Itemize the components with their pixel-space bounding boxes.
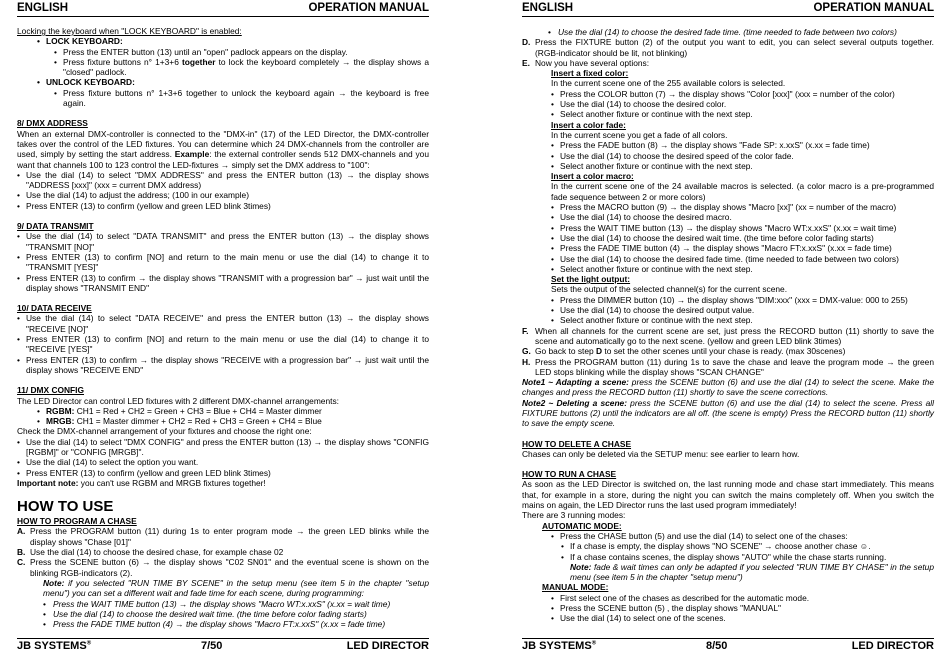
dmx-address-paragraph: When an external DMX-controller is connected to the "DMX-in" (17) of the LED Director, the DMX-controller takes over the control of the LED fixtures. You can determine which 24 DMX-channels from the controller are used, simply by setting the start address. Example: the external controller sends 512 DMX-channels and you want that channels 100 to 123 control the LED-fixtures → simply set the DMX address to "100": bbox=[17, 128, 429, 170]
footer-product: LED DIRECTOR bbox=[346, 640, 429, 652]
dmx-config-step: • Press ENTER (13) to confirm (yellow and green LED blink 3times) bbox=[17, 468, 429, 478]
unlock-keyboard-title: • UNLOCK KEYBOARD: bbox=[17, 77, 429, 87]
important-note: Important note: you can't use RGBM and MRGB fixtures together! bbox=[17, 477, 266, 488]
color-macro-step: • Use the dial (14) to choose the desired fade time. (time needed to fade between two colors) bbox=[522, 254, 934, 264]
footer-brand: JB SYSTEMS® bbox=[522, 640, 597, 652]
lock-intro: Locking the keyboard when "LOCK KEYBOARD" is enabled: bbox=[17, 26, 242, 36]
header-language: ENGLISH bbox=[17, 2, 69, 14]
dmx-config-step: • Use the dial (14) to select the option you want. bbox=[17, 457, 429, 467]
manual-mode-step: • Use the dial (14) to select one of the scenes. bbox=[522, 613, 934, 623]
data-transmit-step: • Press ENTER (13) to confirm → the display shows "TRANSMIT with a progression bar" → just wait until the display shows "TRANSMIT END" bbox=[17, 273, 429, 294]
program-note: Note: if you selected "RUN TIME BY SCENE" in the setup menu (see item 5 in the chapter "setup menu") you can set a different wait and fade time for each scene, during programming: bbox=[43, 577, 429, 599]
color-macro-step: • Use the dial (14) to choose the desired wait time. (the time before color fading starts) bbox=[522, 233, 934, 243]
program-step-h: H. Press the PROGRAM button (11) during 1s to save the chase and leave the program mode → the green LED stops blinking while the display shows "SCAN CHANGE" bbox=[522, 356, 934, 377]
section-title-delete-chase: HOW TO DELETE A CHASE bbox=[522, 438, 632, 449]
data-transmit-step: • Press ENTER (13) to confirm [NO] and return to the main menu or use the dial (14) to change it to "TRANSMIT [YES]" bbox=[17, 252, 429, 273]
dmx-address-step: • Use the dial (14) to adjust the address; (100 in our example) bbox=[17, 190, 429, 200]
option-paragraph: In the current scene one of the 255 available colors is selected. bbox=[551, 78, 786, 89]
option-paragraph: In the current scene one of the 24 available macros is selected. (a color macro is a pre-programmed fade sequence between 2 or more colors) bbox=[551, 181, 934, 202]
section-title-dmx-address: 8/ DMX ADDRESS bbox=[17, 118, 88, 129]
color-macro-step: • Press the FADE TIME button (4) → the display shows "Macro FT:x.xxS" (x.xx = fade time) bbox=[522, 243, 934, 253]
page-body bbox=[522, 27, 934, 624]
automatic-mode-title: AUTOMATIC MODE: bbox=[542, 520, 622, 531]
page-body bbox=[17, 26, 429, 629]
rgbm-arrangement: • RGBM: CH1 = Red + CH2 = Green + CH3 = Blue + CH4 = Master dimmer bbox=[17, 406, 429, 416]
unlock-step-1: • Press fixture buttons n° 1+3+6 together to unlock the keyboard again → the keyboard is free again. bbox=[17, 88, 429, 109]
manual-mode-step: • Press the SCENE button (5) , the display shows "MANUAL" bbox=[522, 603, 934, 613]
color-fade-step: • Select another fixture or continue with the next step. bbox=[522, 161, 934, 171]
automatic-mode-substep: • If a chase contains scenes, the display shows "AUTO" while the chase starts running. bbox=[522, 552, 934, 562]
program-note-step: • Use the dial (14) to choose the desired wait time. (the time before color fading starts) bbox=[17, 609, 429, 619]
automatic-mode-substep: • If a chase is empty, the display shows "NO SCENE" → choose another chase ☺. bbox=[522, 541, 934, 551]
right-page bbox=[522, 0, 934, 654]
page-footer bbox=[17, 640, 429, 654]
data-transmit-step: • Use the dial (14) to select "DATA TRANSMIT" and press the ENTER button (13) → the display shows "TRANSMIT [NO]" bbox=[17, 231, 429, 252]
manual-mode-step: • First select one of the chases as described for the automatic mode. bbox=[522, 593, 934, 603]
option-title-fixed-color: Insert a fixed color: bbox=[551, 68, 629, 79]
program-note-step: • Press the FADE TIME button (4) → the display shows "Macro FT:x.xxS" (x.xx = fade time) bbox=[17, 619, 429, 629]
note-deleting-scene: Note2 ~ Deleting a scene: press the SCENE button (6) and use the dial (14) to select the scene. Press all FIXTURE buttons (2) until the indicators are all off. (the scene is empty) Press the RECORD button (11) shortly to save the empty scene. bbox=[522, 397, 934, 429]
dmx-config-step: • Use the dial (14) to select "DMX CONFIG" and press the ENTER button (13) → the display shows "CONFIG [RGBM]" or "CONFIG [MRGB]". bbox=[17, 437, 429, 458]
data-receive-step: • Press ENTER (13) to confirm → the display shows "RECEIVE with a progression bar" → just wait until the display shows "RECEIVE END" bbox=[17, 355, 429, 376]
footer-product: LED DIRECTOR bbox=[851, 640, 934, 652]
option-paragraph: In the current scene you get a fade of all colors. bbox=[551, 129, 728, 140]
page-header bbox=[17, 2, 429, 16]
footer-rule bbox=[17, 638, 429, 639]
manual-mode-title: MANUAL MODE: bbox=[542, 582, 609, 593]
how-to-use-title: HOW TO USE bbox=[17, 498, 114, 516]
page-number: 7/50 bbox=[201, 640, 223, 652]
lock-keyboard-title: • LOCK KEYBOARD: bbox=[17, 36, 429, 46]
run-chase-paragraph: There are 3 running modes: bbox=[522, 510, 626, 521]
dmx-address-step: • Use the dial (14) to select "DMX ADDRESS" and press the ENTER button (13) → the display shows "ADDRESS [xxx]" (xxx = current DMX address) bbox=[17, 170, 429, 191]
page-header bbox=[522, 2, 934, 16]
note-adapting-scene: Note1 ~ Adapting a scene: press the SCENE button (6) and use the dial (14) to select the scene. Make the changes and press the RECORD button (11) shortly to save the scene corrections. bbox=[522, 377, 934, 398]
dmx-address-step: • Press ENTER (13) to confirm (yellow and green LED blink 3times) bbox=[17, 201, 429, 211]
mrgb-arrangement: • MRGB: CH1 = Master dimmer + CH2 = Red + CH3 = Green + CH4 = Blue bbox=[17, 416, 429, 426]
fixed-color-step: • Press the COLOR button (7) → the display shows "Color [xxx]" (xxx = number of the color) bbox=[522, 89, 934, 99]
footer-brand: JB SYSTEMS® bbox=[17, 640, 92, 652]
color-macro-step: • Press the WAIT TIME button (13) → the display shows "Macro WT:x.xxS" (x.xx = wait time) bbox=[522, 223, 934, 233]
continued-note-step: • Use the dial (14) to choose the desired fade time. (time needed to fade between two colors) bbox=[522, 27, 934, 37]
left-page bbox=[17, 0, 429, 654]
delete-chase-paragraph: Chases can only be deleted via the SETUP menu: see earlier to learn how. bbox=[522, 448, 800, 459]
page-footer bbox=[522, 640, 934, 654]
program-step-f: F. When all channels for the current scene are set, just press the RECORD button (11) shortly to save the scene and automatically go to the next scene. (yellow and green LED blink 3times) bbox=[522, 325, 934, 346]
run-chase-paragraph: As soon as the LED Director is switched on, the last running mode and chase start immediately. This means that, for example in a store, during the night you can switch the mains completely off. When you switch the mains on again, the LED Director runs the last used program immediately! bbox=[522, 479, 934, 511]
page-number: 8/50 bbox=[706, 640, 728, 652]
section-title-data-receive: 10/ DATA RECEIVE bbox=[17, 303, 92, 314]
section-title-program-chase: HOW TO PROGRAM A CHASE bbox=[17, 516, 137, 527]
color-fade-step: • Use the dial (14) to choose the desired speed of the color fade. bbox=[522, 151, 934, 161]
option-title-color-macro: Insert a color macro: bbox=[551, 171, 634, 182]
fixed-color-step: • Use the dial (14) to choose the desired color. bbox=[522, 99, 934, 109]
section-title-data-transmit: 9/ DATA TRANSMIT bbox=[17, 221, 94, 232]
program-step-c: C. Press the SCENE button (6) → the display shows "C02 SN01" and the eventual scene is shown on the blinking RGB-indicators (2). bbox=[17, 557, 429, 578]
light-output-step: • Select another fixture or continue with the next step. bbox=[522, 315, 934, 325]
automatic-mode-step: • Press the CHASE button (5) and use the dial (14) to select one of the chases: bbox=[522, 531, 934, 541]
section-title-run-chase: HOW TO RUN A CHASE bbox=[522, 469, 617, 480]
program-step-e: E. Now you have several options: bbox=[522, 57, 650, 68]
color-macro-step: • Press the MACRO button (9) → the display shows "Macro [xx]" (xx = number of the macro) bbox=[522, 202, 934, 212]
fixed-color-step: • Select another fixture or continue with the next step. bbox=[522, 109, 934, 119]
header-title: OPERATION MANUAL bbox=[308, 2, 429, 14]
header-title: OPERATION MANUAL bbox=[813, 2, 934, 14]
program-note-step: • Press the WAIT TIME button (13) → the display shows "Macro WT:x.xxS" (x.xx = wait time) bbox=[17, 599, 429, 609]
light-output-step: • Press the DIMMER button (10) → the display shows "DIM:xxx" (xxx = DMX-value: 000 to 255) bbox=[522, 295, 934, 305]
dmx-config-paragraph: Check the DMX-channel arrangement of your fixtures and choose the right one: bbox=[17, 426, 312, 437]
lock-step-2: • Press fixture buttons n° 1+3+6 together to lock the keyboard completely → the display shows a "closed" padlock. bbox=[17, 57, 429, 78]
option-title-color-fade: Insert a color fade: bbox=[551, 119, 626, 130]
color-fade-step: • Press the FADE button (8) → the display shows "Fade SP: x.xxS" (x.xx = fade time) bbox=[522, 140, 934, 150]
section-title-dmx-config: 11/ DMX CONFIG bbox=[17, 385, 85, 396]
header-rule bbox=[522, 16, 934, 17]
program-step-b: B. Use the dial (14) to choose the desired chase, for example chase 02 bbox=[17, 547, 284, 558]
option-title-light-output: Set the light output: bbox=[551, 274, 631, 285]
dmx-config-paragraph: The LED Director can control LED fixtures with 2 different DMX-channel arrangements: bbox=[17, 395, 339, 406]
color-macro-step: • Select another fixture or continue with the next step. bbox=[522, 264, 934, 274]
data-receive-step: • Press ENTER (13) to confirm [NO] and return to the main menu or use the dial (14) to change it to "RECEIVE [YES]" bbox=[17, 334, 429, 355]
program-step-d: D. Press the FIXTURE button (2) of the output you want to edit, you can select several outputs together. (RGB-indicator should be lit, not blinking) bbox=[522, 37, 934, 58]
header-language: ENGLISH bbox=[522, 2, 574, 14]
footer-rule bbox=[522, 638, 934, 639]
light-output-step: • Use the dial (14) to choose the desired output value. bbox=[522, 305, 934, 315]
lock-step-1: • Press the ENTER button (13) until an "open" padlock appears on the display. bbox=[17, 47, 429, 57]
header-rule bbox=[17, 16, 429, 17]
program-step-g: G. Go back to step D to set the other scenes until your chase is ready. (max 30scenes) bbox=[522, 346, 846, 357]
color-macro-step: • Use the dial (14) to choose the desired macro. bbox=[522, 212, 934, 222]
automatic-mode-note: Note: fade & wait times can only be adapted if you selected "RUN TIME BY CHASE" in the setup menu (see item 5 in the chapter "setup menu") bbox=[570, 561, 934, 583]
program-step-a: A. Press the PROGRAM button (11) during 1s to enter program mode → the green LED blinks while the display shows "Chase [01]" bbox=[17, 526, 429, 547]
option-paragraph: Sets the output of the selected channel(s) for the current scene. bbox=[551, 284, 788, 295]
data-receive-step: • Use the dial (14) to select "DATA RECEIVE" and press the ENTER button (13) → the display shows "RECEIVE [NO]" bbox=[17, 313, 429, 334]
